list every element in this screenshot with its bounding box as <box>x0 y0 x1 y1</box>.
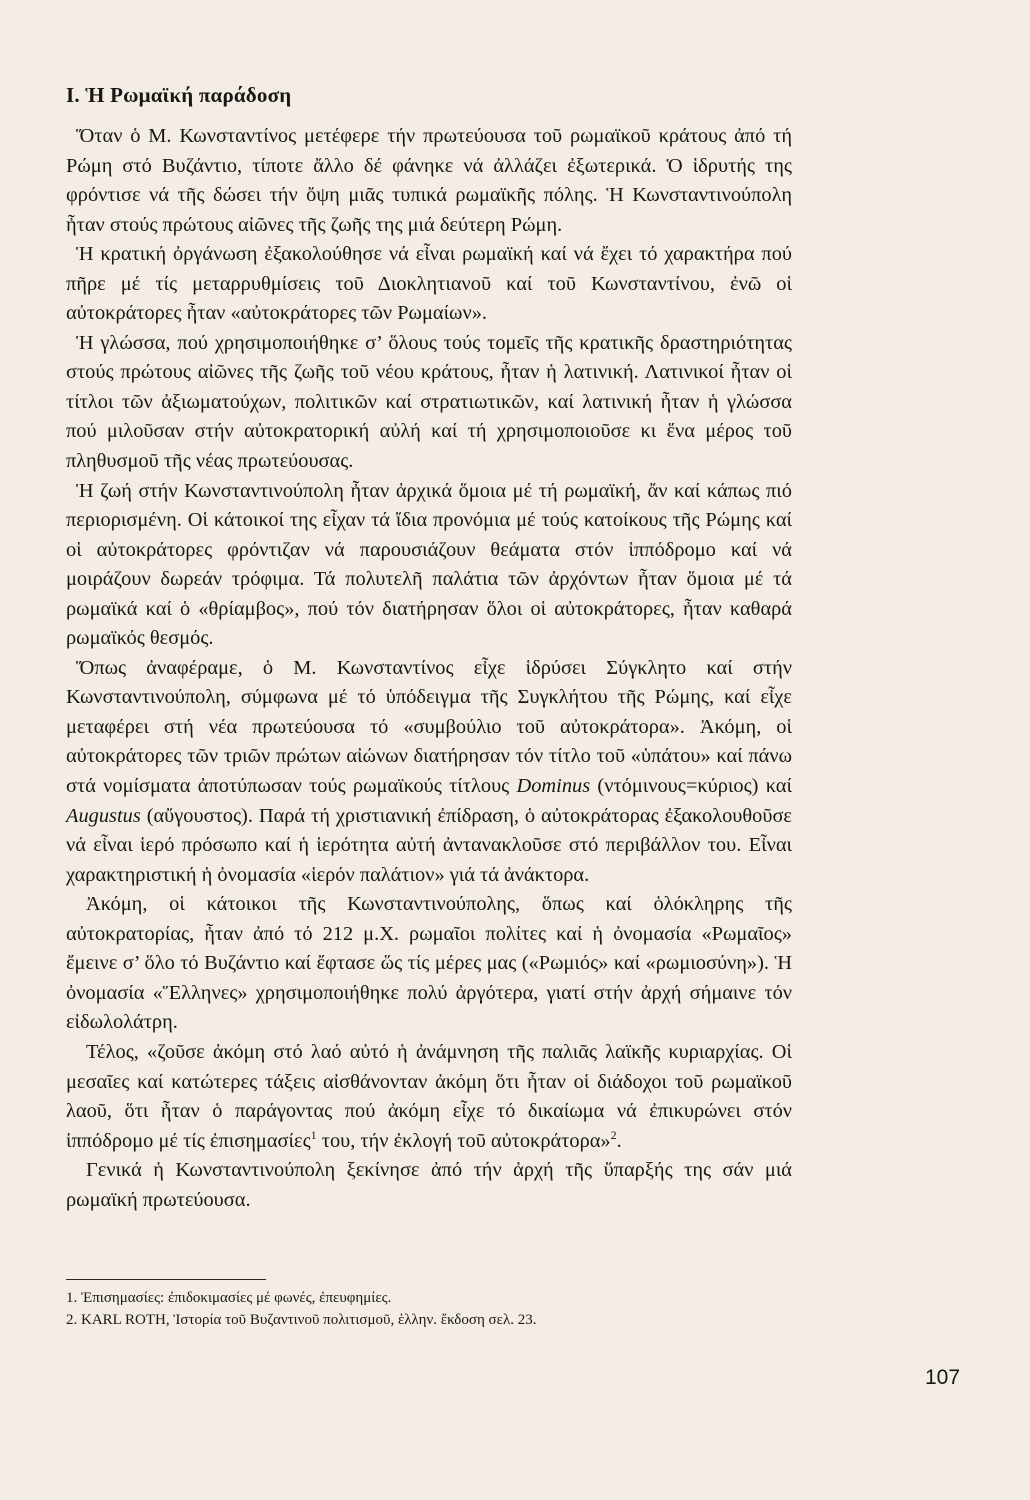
section-heading: I. Ἡ Ρωμαϊκή παράδοση <box>66 83 292 107</box>
paragraph-text: Τέλος, «ζοῦσε ἀκόμη στό λαό αὐτό ἡ ἀνάμνηση τῆς παλιᾶς λαϊκῆς κυριαρχίας. Οἱ μεσαῖες καί κατώτερες τάξεις αἰσθάνονταν ἀκόμη ὅτι ἦταν οἱ διάδοχοι τοῦ ρωμαϊκοῦ λαοῦ, ὅτι ἦταν ὁ παράγοντας πού ἀκόμη εἶχε τό δικαίωμα νά ἐπικυρώνει στόν ἱππόδρομο μέ τίς ἐπισημασίες <box>66 1040 792 1152</box>
paragraph: Ἡ κρατική ὀργάνωση ἐξακολούθησε νά εἶναι ρωμαϊκή καί νά ἔχει τό χαρακτήρα πού πῆρε μέ τίς μεταρρυθμίσεις τοῦ Διοκλητιανοῦ καί τοῦ Κωνσταντίνου, ἐνῶ οἱ αὐτοκράτορες ἦταν «αὐτοκράτορες τῶν Ρωμαίων». <box>66 243 792 325</box>
paragraph: Ὅταν ὁ Μ. Κωνσταντίνος μετέφερε τήν πρωτεύουσα τοῦ ρωμαϊκοῦ κράτους ἀπό τή Ρώμη στό Βυζάντιο, τίποτε ἄλλο δέ φάνηκε νά ἀλλάζει ἐξωτερικά. Ὁ ἱδρυτής της φρόντισε νά τῆς δώσει τήν ὄψη μιᾶς τυπικά ρωμαϊκῆς πόλης. Ἡ Κωνσταντινούπολη ἦταν στούς πρώτους αἰῶνες τῆς ζωῆς της μιά δεύτερη Ρώμη. <box>66 125 792 236</box>
paragraph: Γενικά ἡ Κωνσταντινούπολη ξεκίνησε ἀπό τήν ἀρχή τῆς ὕπαρξής της σάν μιά ρωμαϊκή πρωτεύουσα. <box>66 1159 792 1211</box>
paragraph: Ἡ ζωή στήν Κωνσταντινούπολη ἦταν ἀρχικά ὅμοια μέ τή ρωμαϊκή, ἄν καί κάπως πιό περιορισμένη. Οἱ κάτοικοί της εἶχαν τά ἴδια προνόμια μέ τούς κατοίκους τῆς Ρώμης καί οἱ αὐτοκράτορες φρόντιζαν νά παρουσιάζουν θεάματα στόν ἱππόδρομο καί νά μοιράζουν δωρεάν τρόφιμα. Τά πολυτελῆ παλάτια τῶν ἀρχόντων ἦταν ὅμοια μέ τά ρωμαϊκά καί ὁ «θρίαμβος», πού τόν διατήρησαν ὅλοι οἱ αὐτοκράτορες, ἦταν καθαρά ρωμαϊκός θεσμός. <box>66 479 792 650</box>
footnote: 1. Ἐπισημασίες: ἐπιδοκιμασίες μέ φωνές, ἐπευφημίες. <box>66 1290 392 1306</box>
paragraph-text: (ντόμινους=κύριος) καί <box>590 775 792 798</box>
paragraph: Ἀκόμη, οἱ κάτοικοι τῆς Κωνσταντινούπολης, ὅπως καί ὁλόκληρης τῆς αὐτοκρατορίας, ἦταν ἀπό τό 212 μ.Χ. ρωμαῖοι πολίτες καί ἡ ὀνομασία «Ρωμαῖος» ἔμεινε σ’ ὅλο τό Βυζάντιο καί ἔφτασε ὥς τίς μέρες μας («Ρωμιός» καί «ρωμιοσύνη»). Ἡ ὀνομασία «Ἕλληνες» χρησιμοποιήθηκε πολύ ἀργότερα, γιατί στήν ἀρχή σήμαινε τόν εἰδωλολάτρη. <box>66 893 792 1034</box>
paragraph-text: (αὔγουστος). Παρά τή χριστιανική ἐπίδραση, ὁ αὐτοκράτορας ἐξακολουθοῦσε νά εἶναι ἱερό πρόσωπο καί ἡ ἱερότητα αὐτή ἀντανακλοῦσε στό περιβάλλον του. Εἶναι χαρακτηριστική ἡ ὀνομασία «ἱερόν παλάτιον» γιά τά ἀνάκτορα. <box>66 804 792 886</box>
italic-term: Augustus <box>66 804 141 827</box>
footnote-divider <box>66 1279 266 1280</box>
page-number: 107 <box>925 1366 961 1389</box>
footnotes <box>66 1287 792 1331</box>
paragraph-text: του, τήν ἐκλογή τοῦ αὐτοκράτορα» <box>316 1129 611 1152</box>
paragraph-text: Ὅπως ἀναφέραμε, ὁ Μ. Κωνσταντίνος εἶχε ἱδρύσει Σύγκλητο καί στήν Κωνσταντινούπολη, σύμφωνα μέ τό ὑπόδειγμα τῆς Συγκλήτου τῆς Ρώμης, καί εἶχε μεταφέρει στή νέα πρωτεύουσα τό «συμβούλιο τοῦ αὐτοκράτορα». Ἀκόμη, οἱ αὐτοκράτορες τῶν τριῶν πρώτων αἰώνων διατήρησαν τόν τίτλο τοῦ «ὑπάτου» καί πάνω στά νομίσματα ἀποτύπωσαν τούς ρωμαϊκούς τίτλους <box>66 656 792 798</box>
footnote-marker: 1 <box>310 1127 317 1142</box>
paragraph-text: . <box>616 1129 622 1152</box>
italic-term: Dominus <box>516 775 591 798</box>
paragraph <box>66 654 792 890</box>
paragraph <box>66 1038 792 1156</box>
paragraph: Ἡ γλώσσα, πού χρησιμοποιήθηκε σ’ ὅλους τούς τομεῖς τῆς κρατικῆς δραστηριότητας στούς πρώτους αἰῶνες τῆς ζωῆς τοῦ νέου κράτους, ἦταν ἡ λατινική. Λατινικοί ἦταν οἱ τίτλοι τῶν ἀξιωματούχων, πολιτικῶν καί στρατιωτικῶν, καί λατινική ἦταν ἡ γλώσσα πού μιλοῦσαν στήν αὐτοκρατορική αὐλή καί τή χρησιμοποιοῦσε κι ἕνα μέρος τοῦ πληθυσμοῦ τῆς νέας πρωτεύουσας. <box>66 331 792 473</box>
footnote: 2. KARL ROTH, Ἱστορία τοῦ Βυζαντινοῦ πολιτισμοῦ, ἑλλην. ἔκδοση σελ. 23. <box>66 1312 537 1328</box>
footnote-marker: 2 <box>610 1127 617 1142</box>
body-text <box>66 122 792 1215</box>
